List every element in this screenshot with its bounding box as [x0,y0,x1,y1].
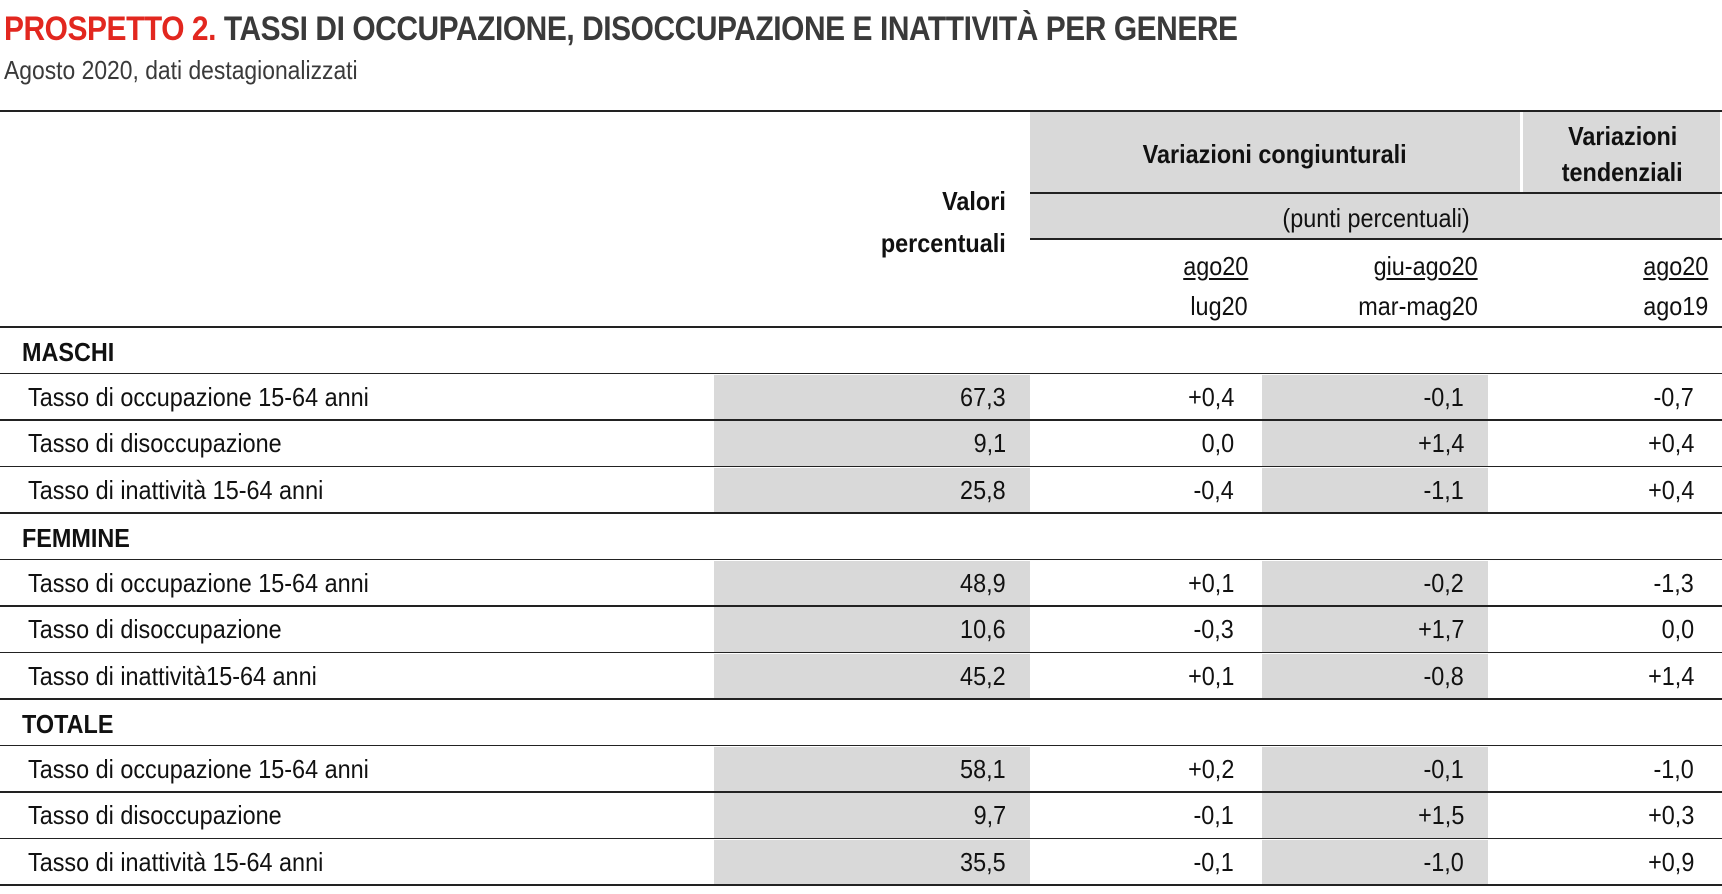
header-col3-top: ago20 [1642,251,1708,281]
cell-var-congiunturale-trimestrale: -0,8 [1423,660,1464,691]
cell-var-congiunturale-mensile: -0,4 [1193,474,1234,505]
row-label: Tasso di occupazione 15-64 anni [28,381,369,412]
section-header-femmine: FEMMINE [22,523,130,553]
header-valori-line1: Valori [942,186,1006,216]
cell-var-tendenziale: -1,3 [1653,567,1694,598]
header-col2-top: giu-ago20 [1373,251,1478,281]
table-number: PROSPETTO 2. [4,10,216,48]
cell-var-congiunturale-mensile: 0,0 [1201,428,1234,458]
header-col1-bottom: lug20 [1190,291,1248,321]
cell-valore: 67,3 [960,381,1006,412]
header-sub-rule [1030,238,1722,240]
row-label: Tasso di occupazione 15-64 anni [28,753,369,784]
row-label: Tasso di inattività15-64 anni [28,660,317,691]
row-divider [0,512,1722,514]
cell-var-congiunturale-trimestrale: +1,4 [1417,428,1464,458]
cell-var-congiunturale-mensile: +0,1 [1187,660,1234,691]
cell-valore: 58,1 [960,753,1006,784]
table-bottom-rule [0,884,1722,886]
row-label: Tasso di occupazione 15-64 anni [28,567,369,598]
cell-var-congiunturale-trimestrale: -0,1 [1423,753,1464,784]
section-header-maschi: MASCHI [22,337,115,367]
cell-var-tendenziale: +0,9 [1647,846,1694,877]
row-divider [0,698,1722,700]
table-title [4,10,1238,49]
table-subtitle: Agosto 2020, dati destagionalizzati [4,55,358,85]
header-col1-top: ago20 [1182,251,1248,281]
cell-valore: 45,2 [960,660,1006,691]
cell-var-tendenziale: 0,0 [1661,614,1694,644]
cell-valore: 9,7 [973,800,1006,830]
header-tendenziali-line1: Variazioni [1567,121,1678,151]
section-header-totale: TOTALE [22,709,114,739]
cell-var-tendenziale: +0,3 [1647,800,1694,830]
table-title-text: TASSI DI OCCUPAZIONE, DISOCCUPAZIONE E INATTIVITÀ PER GENERE [223,10,1238,48]
row-label: Tasso di inattività 15-64 anni [28,474,324,505]
row-label: Tasso di disoccupazione [28,800,282,830]
cell-valore: 9,1 [973,428,1006,458]
header-congiunturali: Variazioni congiunturali [1143,139,1407,169]
cell-var-congiunturale-trimestrale: -0,2 [1423,567,1464,598]
header-valori-line2: percentuali [881,228,1006,258]
cell-var-congiunturale-trimestrale: +1,7 [1417,614,1464,644]
cell-var-congiunturale-mensile: +0,4 [1187,381,1234,412]
cell-var-congiunturale-trimestrale: -1,0 [1423,846,1464,877]
cell-var-tendenziale: -0,7 [1653,381,1694,412]
cell-var-tendenziale: +0,4 [1647,474,1694,505]
cell-valore: 10,6 [960,614,1006,644]
table-top-rule [0,110,1722,112]
cell-var-congiunturale-mensile: +0,2 [1187,753,1234,784]
cell-var-congiunturale-mensile: -0,1 [1193,800,1234,830]
cell-var-congiunturale-mensile: -0,1 [1193,846,1234,877]
cell-var-tendenziale: +1,4 [1647,660,1694,691]
cell-var-congiunturale-trimestrale: -0,1 [1423,381,1464,412]
header-mid-rule [1030,192,1722,194]
row-label: Tasso di disoccupazione [28,428,282,458]
header-punti-percentuali: (punti percentuali) [1282,203,1470,233]
cell-valore: 35,5 [960,846,1006,877]
cell-var-congiunturale-mensile: -0,3 [1193,614,1234,644]
header-tendenziali-line2: tendenziali [1562,157,1683,187]
header-bottom-rule [0,326,1722,328]
row-label: Tasso di disoccupazione [28,614,282,644]
cell-var-congiunturale-mensile: +0,1 [1187,567,1234,598]
cell-var-tendenziale: -1,0 [1653,753,1694,784]
cell-var-congiunturale-trimestrale: -1,1 [1423,474,1464,505]
header-col2-bottom: mar-mag20 [1358,291,1478,321]
row-label: Tasso di inattività 15-64 anni [28,846,324,877]
cell-valore: 25,8 [960,474,1006,505]
header-col3-bottom: ago19 [1642,291,1708,321]
cell-var-tendenziale: +0,4 [1647,428,1694,458]
cell-valore: 48,9 [960,567,1006,598]
cell-var-congiunturale-trimestrale: +1,5 [1417,800,1464,830]
